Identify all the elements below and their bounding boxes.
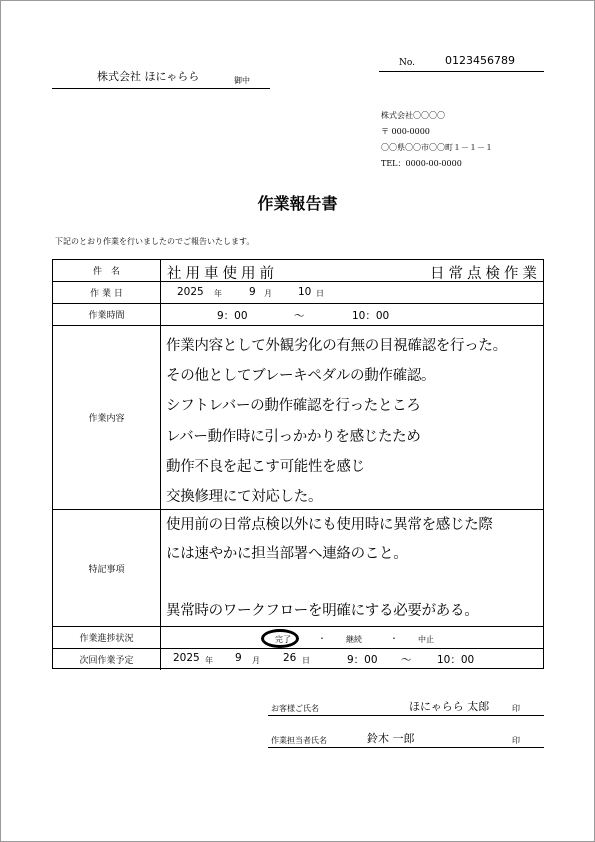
progress-separator: ・ [390, 634, 398, 643]
work-date-value [161, 282, 543, 303]
next-work-year: 2025 [173, 652, 200, 664]
notes-label: 特記事項 [53, 510, 161, 626]
next-work-day: 26 [283, 652, 297, 664]
next-work-end: 10：00 [437, 654, 475, 666]
progress-option-continue[interactable]: 継続 [346, 635, 362, 644]
work-date-month-unit: 月 [264, 289, 272, 298]
work-date-label: 作 業 日 [53, 282, 161, 303]
work-date-year: 2025 [177, 286, 204, 298]
next-work-tilde: ～ [401, 654, 412, 666]
work-content-line: シフトレバーの動作確認を行ったところ [166, 398, 421, 415]
work-content-value [161, 326, 543, 509]
staff-underline [268, 747, 544, 748]
next-work-month: 9 [235, 652, 242, 664]
subject-value-left: 社用車使用前 [167, 266, 278, 282]
row-work-time [53, 303, 543, 325]
subject-value-right: 日常点検作業 [430, 266, 541, 282]
work-content-line: 動作不良を起こす可能性を感じ [166, 458, 365, 475]
work-content-line: 交換修理にて対応した。 [166, 489, 323, 506]
customer-name: ほにゃらら 太郎 [409, 700, 490, 713]
recipient-underline [52, 88, 270, 89]
notes-value [161, 510, 543, 626]
sender-tel: TEL：0000-00-0000 [381, 159, 462, 168]
progress-separator: ・ [318, 634, 326, 643]
subject-value [161, 260, 543, 281]
report-table [52, 259, 544, 669]
notes-line [166, 568, 543, 597]
page-title: 作業報告書 [257, 194, 338, 213]
work-time-start: 9：00 [217, 310, 248, 322]
progress-option-complete[interactable]: 完了 [275, 635, 291, 644]
next-work-year-unit: 年 [205, 656, 213, 665]
work-date-day: 10 [298, 286, 312, 298]
next-work-day-unit: 日 [302, 656, 310, 665]
work-content-line: レバー動作時に引っかかりを感じたため [166, 428, 421, 445]
selected-circle-mark [261, 629, 299, 648]
work-time-tilde: ～ [294, 310, 305, 322]
staff-name: 鈴木 一郎 [367, 732, 415, 745]
sender-address: 〇〇県〇〇市〇〇町１－１－１ [381, 143, 493, 152]
number-label: No. [399, 58, 415, 68]
row-work-date [53, 281, 543, 303]
sender-postal: 〒 000-0000 [381, 127, 430, 136]
sender-company: 株式会社〇〇〇〇 [381, 111, 445, 120]
row-progress [53, 626, 543, 648]
progress-label: 作業進捗状況 [53, 627, 161, 648]
work-content-label: 作業内容 [53, 326, 161, 509]
next-work-month-unit: 月 [252, 656, 260, 665]
staff-seal: 印 [512, 736, 520, 745]
progress-option-stop[interactable]: 中止 [418, 635, 434, 644]
sender-block [381, 108, 493, 172]
progress-value [161, 627, 543, 648]
work-date-year-unit: 年 [214, 289, 222, 298]
customer-seal: 印 [512, 704, 520, 713]
work-time-label: 作業時間 [53, 304, 161, 325]
row-notes [53, 509, 543, 626]
notes-line: 使用前の日常点検以外にも使用時に異常を感じた際 [166, 517, 493, 533]
next-work-value [161, 649, 543, 670]
work-time-end: 10：00 [352, 310, 390, 322]
work-date-month: 9 [249, 286, 256, 298]
number-underline [379, 71, 544, 72]
customer-underline [268, 715, 544, 716]
work-date-day-unit: 日 [316, 289, 324, 298]
work-content-line: その他としてブレーキペダルの動作確認。 [166, 368, 436, 385]
row-subject [53, 260, 543, 281]
next-work-label: 次回作業予定 [53, 649, 161, 670]
notes-line: には速やかに担当部署へ連絡のこと。 [166, 545, 408, 562]
row-work-content [53, 325, 543, 509]
row-next-work [53, 648, 543, 670]
document-number: 0123456789 [445, 54, 515, 67]
recipient-name: 株式会社 ほにゃらら [97, 70, 200, 83]
recipient-honorific: 御中 [234, 76, 250, 85]
staff-label: 作業担当者氏名 [271, 736, 327, 745]
intro-text: 下記のとおり作業を行いましたのでご報告いたします。 [55, 237, 255, 246]
customer-label: お客様ご氏名 [271, 704, 319, 713]
work-content-line: 作業内容として外観劣化の有無の目視確認を行った。 [166, 338, 507, 354]
next-work-start: 9：00 [347, 654, 378, 666]
notes-line: 異常時のワークフローを明確にする必要がある。 [166, 602, 479, 619]
subject-label: 件 名 [53, 260, 161, 281]
work-time-value [161, 304, 543, 325]
